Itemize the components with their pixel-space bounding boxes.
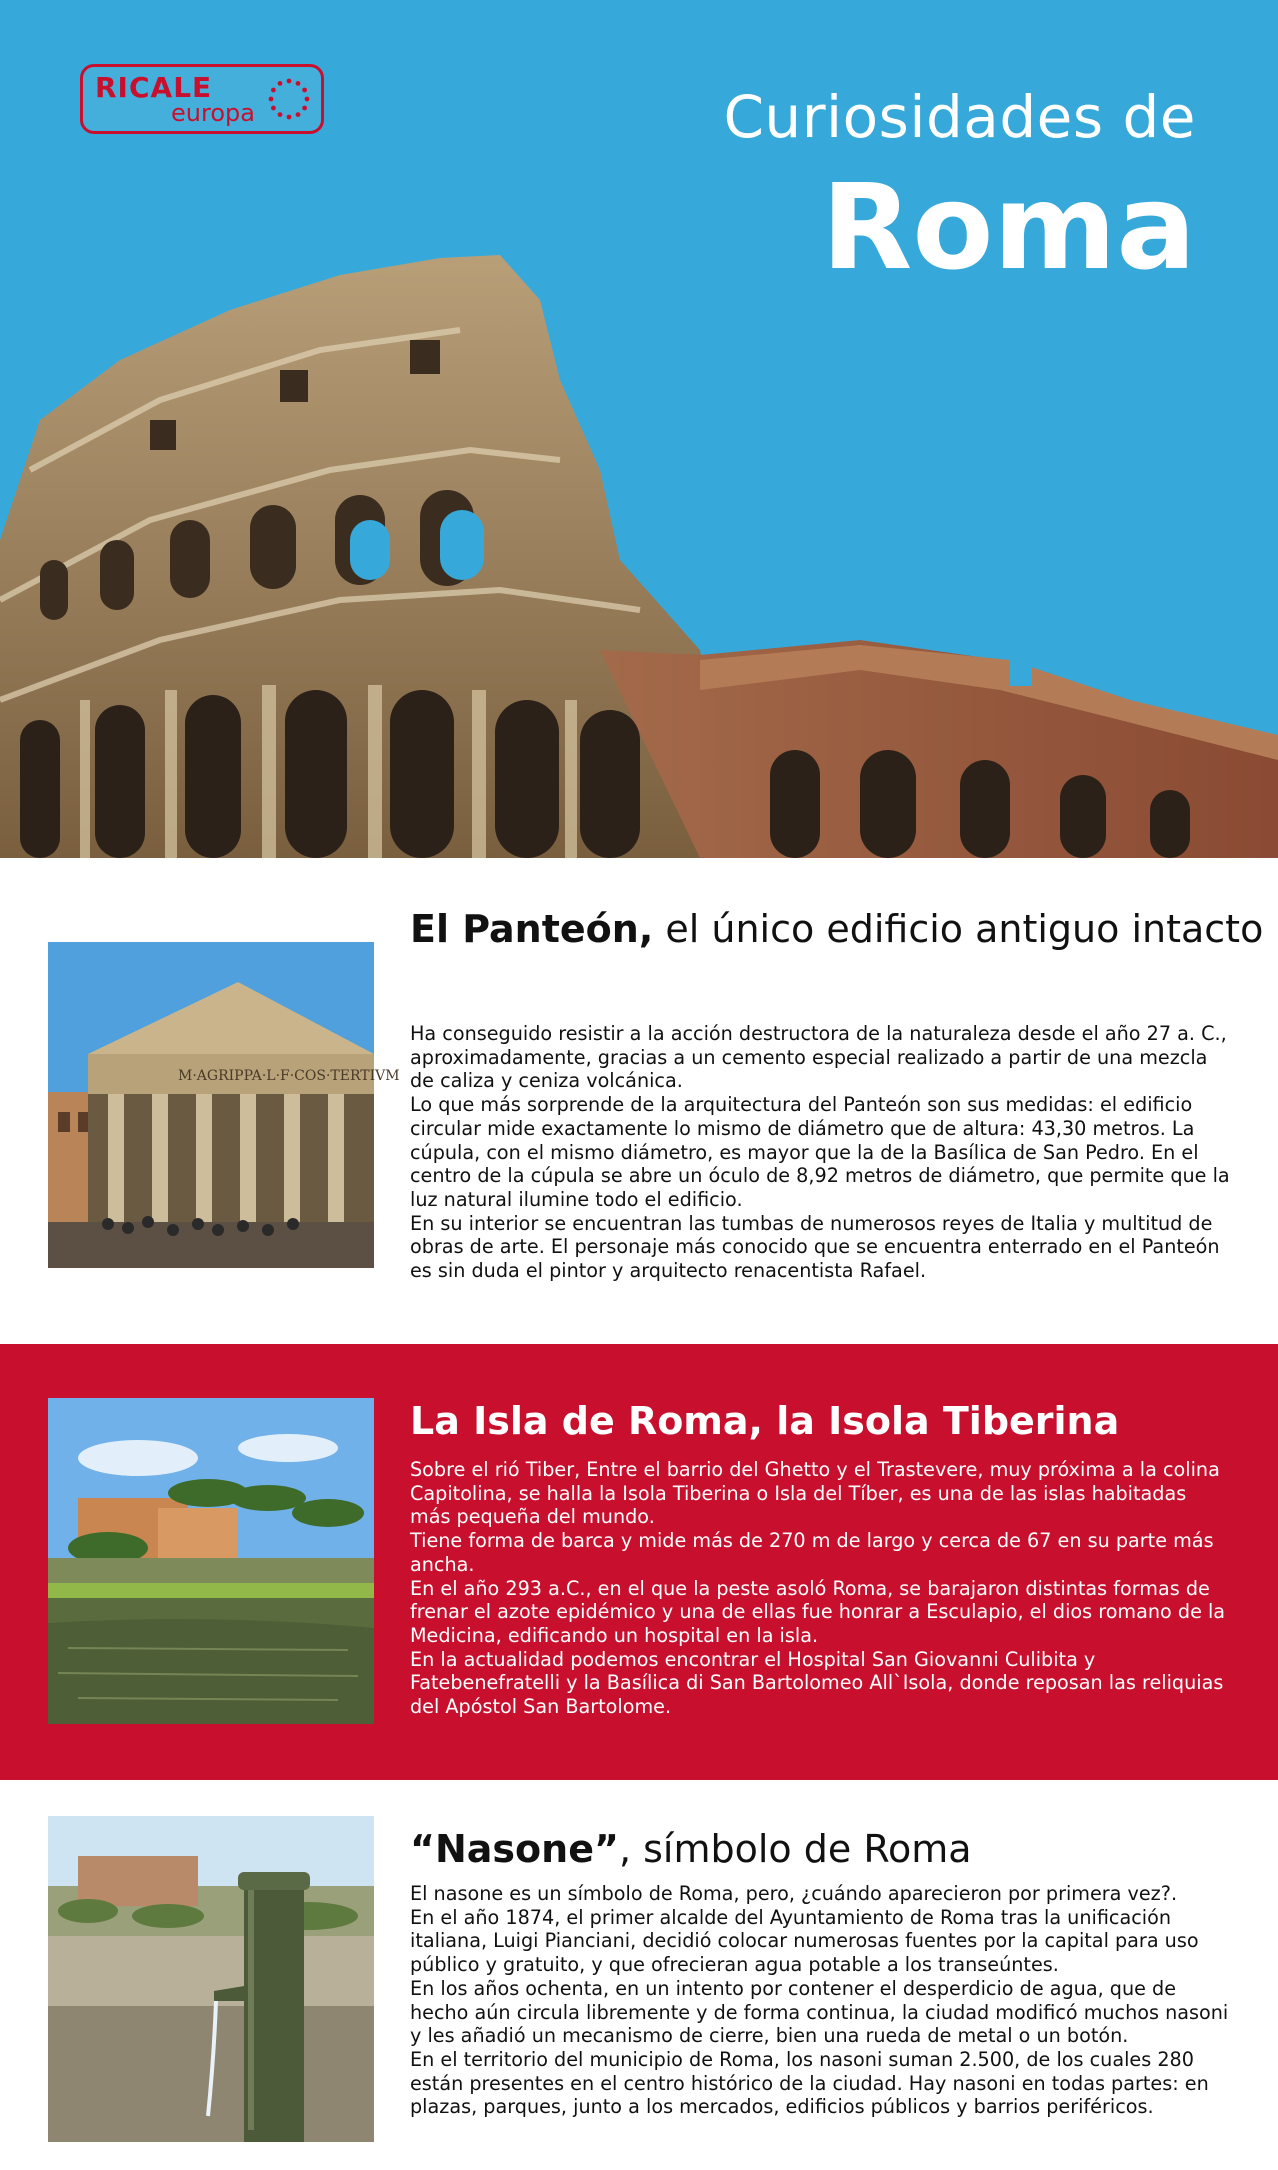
isola-paragraph: En la actualidad podemos encontrar el Hospital San Giovanni Culibita y Fatebenefratelli y la Basílica di San Bartolomeo All`Isola, donde reposan las reliquias del Apóstol San Bartolome. (410, 1647, 1224, 1719)
nasone-paragraph: En los años ochenta, en un intento por contener el desperdicio de agua, que de hecho aún circula libremente y de forma continua, la ciudad modificó muchos nasoni y les añadió un mecanismo de cierre, bien una rueda de metal o un botón. (410, 1976, 1229, 2048)
nasone-title (410, 1822, 972, 1876)
eu-stars-icon (265, 75, 313, 123)
isola-paragraph: Tiene forma de barca y mide más de 270 m de largo y cerca de 67 en su parte más ancha. (410, 1529, 1214, 1576)
nasone-paragraph: En el territorio del municipio de Roma, los nasoni suman 2.500, de los cuales 280 están presentes en el centro histórico de la ciudad. Hay nasoni en todas partes: en plazas, parques, junto a los mercados, edificios públicos y barrios periféricos. (410, 2047, 1209, 2119)
pantheon-title-rest: el único edificio antiguo intacto (653, 907, 1264, 951)
nasone-title-bold: “Nasone” (410, 1827, 619, 1871)
nasone-paragraph: En el año 1874, el primer alcalde del Ayuntamiento de Roma tras la unificación italiana, Luigi Pianciani, decidió colocar numerosas fuentes por la capital para uso público y gratuito, y que ofrecieran agua potable a los transeúntes. (410, 1905, 1199, 1977)
section-isola-tiberina (0, 1344, 1278, 1780)
pantheon-paragraph: Ha conseguido resistir a la acción destructora de la naturaleza desde el año 27 a. C., aproximadamente, gracias a un cemento especial realizado a partir de una mezcla de caliza y ceniza volcánica. (410, 1022, 1227, 1093)
ricale-europa-logo[interactable] (80, 64, 324, 134)
pantheon-title (410, 902, 1263, 956)
nasone-title-rest: , símbolo de Roma (618, 1827, 972, 1871)
isola-tiberina-image (48, 1398, 374, 1724)
nasone-body (410, 1882, 1230, 2119)
pantheon-body (410, 1022, 1230, 1283)
hero-title: Roma (821, 158, 1196, 296)
hero-banner (0, 0, 1278, 858)
pantheon-inscription: M·AGRIPPA·L·F·COS·TERTIVM (178, 1068, 400, 1084)
isola-title-bold: La Isla de Roma, la Isola Tiberina (410, 1399, 1120, 1443)
nasone-fountain-image (48, 1816, 374, 2142)
isola-body (410, 1458, 1230, 1719)
logo-text-line2: europa (171, 99, 255, 127)
pantheon-paragraph: En su interior se encuentran las tumbas de numerosos reyes de Italia y multitud de obras de arte. El personaje más conocido que se encuentra enterrado en el Panteón es sin duda el pintor y arquitecto renacentista Rafael. (410, 1211, 1220, 1283)
isola-paragraph: En el año 293 a.C., en el que la peste asoló Roma, se barajaron distintas formas de frenar el azote epidémico y una de ellas fue honrar a Esculapio, el dios romano de la Medicina, edificando un hospital en la isla. (410, 1576, 1226, 1647)
pantheon-image (48, 942, 400, 1268)
isola-title (410, 1394, 1119, 1448)
section-pantheon (0, 858, 1278, 1344)
isola-paragraph: Sobre el rió Tiber, Entre el barrio del Ghetto y el Trastevere, muy próxima a la colina Capitolina, se halla la Isola Tiberina o Isla del Tíber, es una de las islas habitadas más pequeña del mundo. (410, 1458, 1220, 1529)
logo-text-line1: RICALE (95, 71, 213, 104)
hero-subtitle: Curiosidades de (723, 83, 1196, 151)
section-nasone (0, 1780, 1278, 2170)
nasone-paragraph: El nasone es un símbolo de Roma, pero, ¿cuándo aparecieron por primera vez?. (410, 1882, 1178, 1905)
pantheon-paragraph: Lo que más sorprende de la arquitectura del Panteón son sus medidas: el edificio circular mide exactamente lo mismo de diámetro que de altura: 43,30 metros. La cúpula, con el mismo diámetro, es mayor que la de la Basílica de San Pedro. En el centro de la cúpula se abre un óculo de 8,92 metros de diámetro, que permite que la luz natural ilumine todo el edificio. (410, 1093, 1230, 1211)
pantheon-title-bold: El Panteón, (410, 907, 654, 951)
